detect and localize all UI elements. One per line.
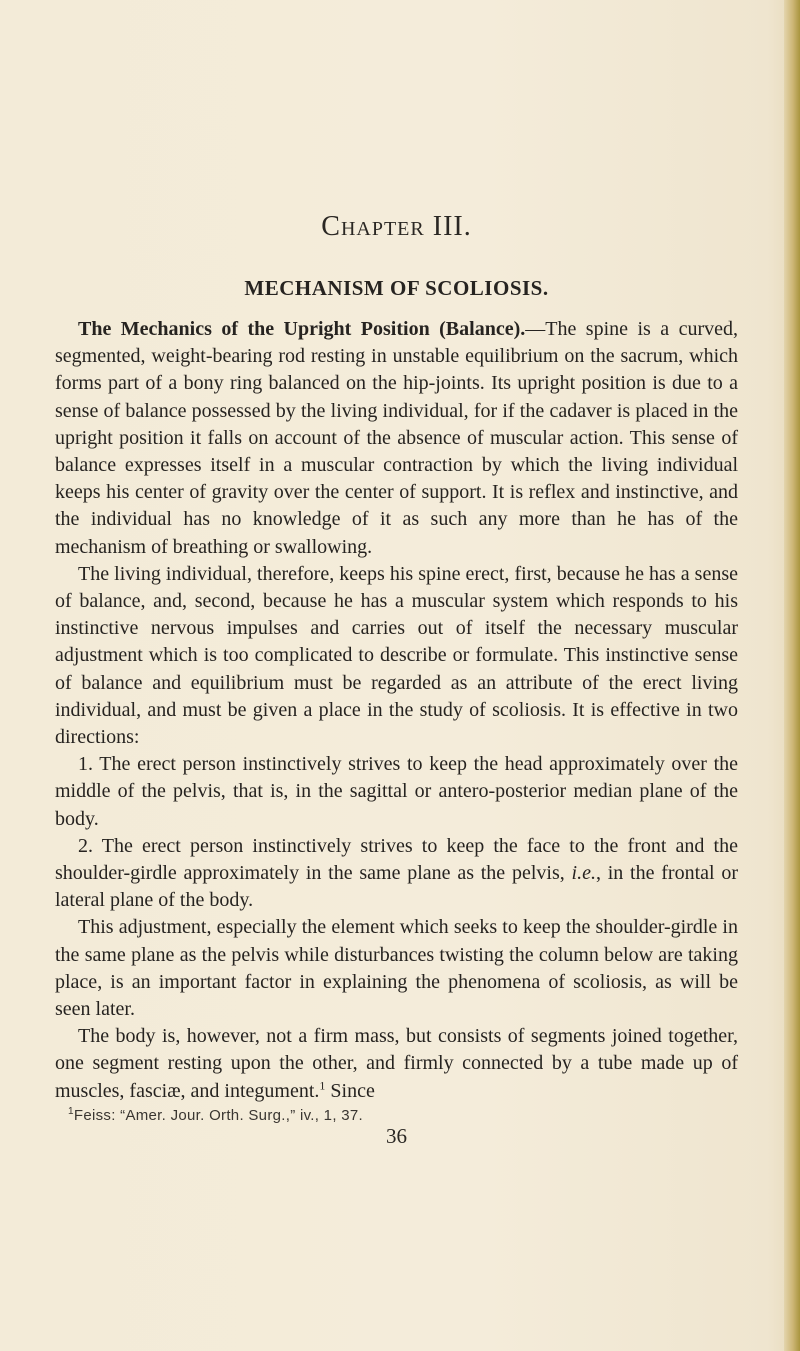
paragraph-1-text: —The spine is a curved, segmented, weight-bearing rod resting in unstable equilibrium on the sacrum, which forms part of a bony ring balanced on the hip-joints. Its upright position is due to a sense of balance possessed by the living individual, for if the cadaver is placed in the upright position it falls on account of the absence of muscular action. This sense of balance expresses itself in a muscular contraction by which the living individual keeps his center of gravity over the center of support. It is reflex and instinctive, and the individual has no knowledge of it as such any more than he has of the mechanism of breathing or swallowing. — [55, 318, 738, 558]
section-title: MECHANISM OF SCOLIOSIS. — [244, 276, 549, 300]
paragraph-6-text: The body is, however, not a firm mass, but consists of segments joined together, one segment resting upon the other, and firmly connected by a tube made up of muscles, fasciæ, and integument. — [55, 1025, 738, 1102]
chapter-heading: Chapter III. — [321, 211, 472, 242]
paragraph-4 — [55, 833, 738, 915]
paragraph-5: This adjustment, especially the element which seeks to keep the shoulder-girdle in the same plane as the pelvis while disturbances twisting the column below are taking place, is an important factor in explaining the phenomena of scoliosis, as will be seen later. — [55, 916, 738, 1021]
footnote-reference: 1 — [319, 1078, 326, 1093]
page-edge — [784, 0, 800, 1351]
paragraph-heading: The Mechanics of the Upright Position (Balance). — [78, 318, 526, 340]
paragraph-6-text-end: Since — [325, 1079, 375, 1102]
footnote-mark: 1 — [68, 1105, 74, 1117]
paragraph-4-ie: i.e. — [571, 862, 596, 885]
page-number: 36 — [386, 1123, 407, 1148]
footnote-text: Feiss: “Amer. Jour. Orth. Surg.,” iv., 1, 37. — [73, 1106, 364, 1124]
paragraph-1 — [55, 316, 738, 561]
footnote — [68, 1106, 738, 1125]
page-content — [55, 210, 738, 1147]
paragraph-4-text-a: 2. The erect person instinctively strives to keep the face to the front and the shoulder-girdle approximately in the same plane as the pelvis, — [55, 834, 738, 885]
paragraph-2: The living individual, therefore, keeps his spine erect, first, because he has a sense of balance, and, second, because he has a muscular system which responds to his instinctive nervous impulses and carries out of itself the necessary muscular adjustment which is too complicated to describe or formulate. This instinctive sense of balance and equilibrium must be regarded as an attribute of the erect living individual, and must be given a place in the study of scoliosis. It is effective in two directions: — [55, 562, 738, 749]
paragraph-4-text-b: , in the frontal or lateral plane of the body. — [55, 862, 738, 912]
paragraph-6 — [55, 1023, 738, 1105]
paragraph-3: 1. The erect person instinctively strives to keep the head approximately over the middle of the pelvis, that is, in the sagittal or antero-posterior median plane of the body. — [55, 753, 738, 830]
